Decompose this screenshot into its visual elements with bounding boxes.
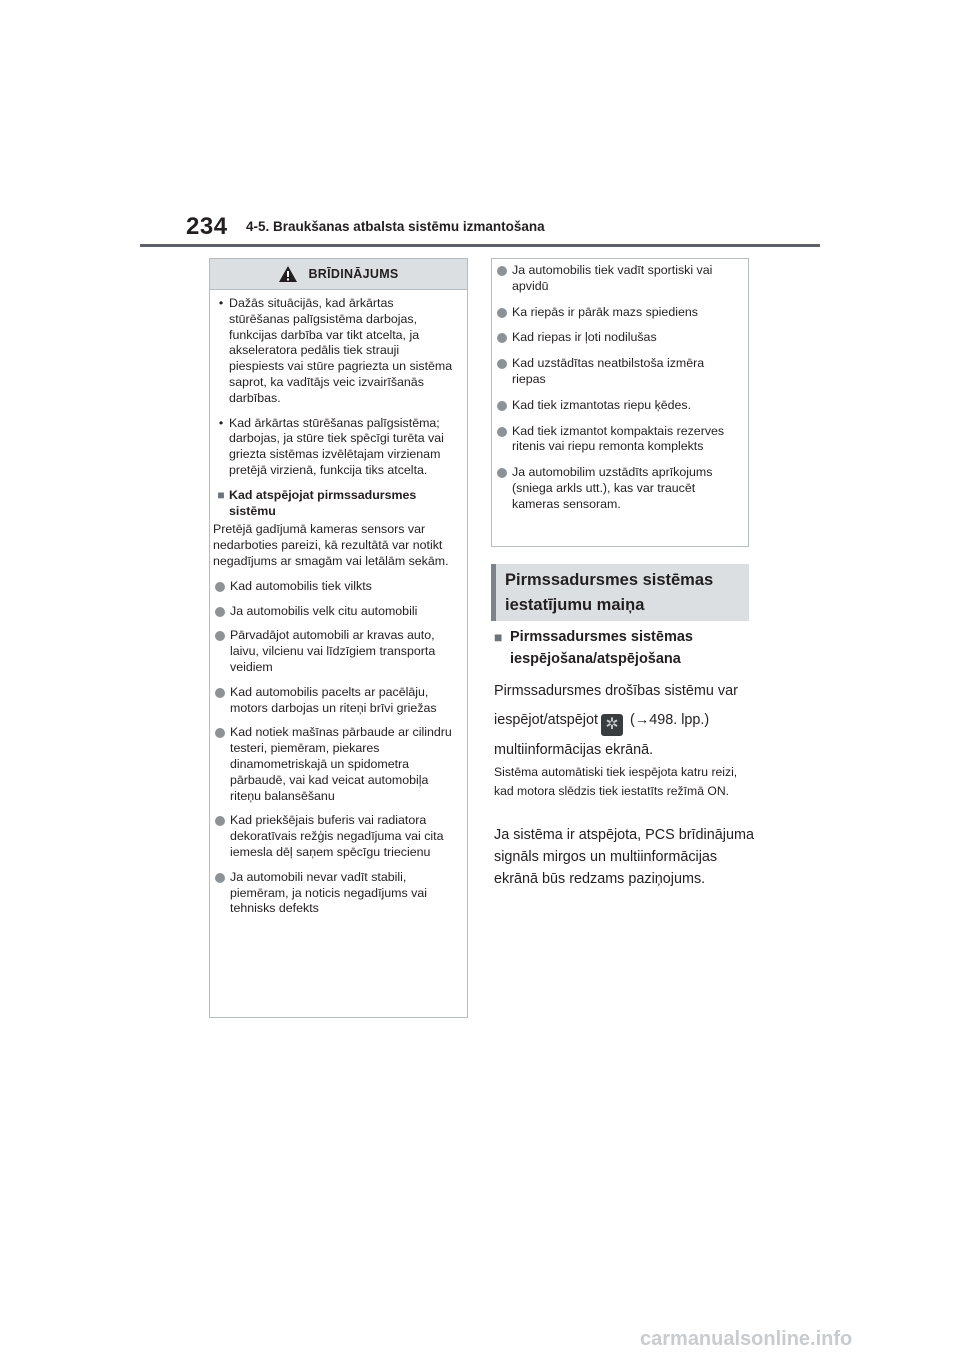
square-bullet-icon: ■ bbox=[494, 629, 503, 645]
warning-title: BRĪDINĀJUMS bbox=[308, 267, 399, 281]
list-item: Ja automobilis tiek vadīt sportiski vai apvidū bbox=[495, 263, 738, 295]
page-number: 234 bbox=[186, 213, 228, 240]
warning-dash-text: Kad ārkārtas stūrēšanas palīgsistēma; darbojas, ja stūre tiek spēcīgi turēta vai griezta sistēmas izvēlētajam virzienam pretējā virzienā, funkcija tiks atcelta. bbox=[229, 415, 444, 477]
watermark: carmanualsonline.info bbox=[640, 1328, 853, 1350]
bullet-dot-icon bbox=[497, 427, 507, 437]
section-title: 4-5. Braukšanas atbalsta sistēmu izmantošana bbox=[246, 219, 545, 234]
warning-box bbox=[209, 258, 468, 1018]
section-subheading: ■ Pirmssadursmes sistēmas iespējošana/atspējošana bbox=[494, 626, 754, 670]
warning-dash-item: • Dažās situācijās, kad ārkārtas stūrēšanas palīgsistēma darbojas, funkcijas darbība var tikt atcelta, ja akseleratora pedālis tiek strauji piespiests vai stūre pagriezta un sistēma saprot, ka vadītājs veic izvairīšanās darbības. bbox=[213, 296, 457, 407]
note-paragraph: Sistēma automātiski tiek iespējota katru reizi, kad motora slēdzis tiek iestatīts režīmā ON. bbox=[494, 765, 738, 798]
bullet-dot-icon bbox=[215, 728, 225, 738]
list-item: Pārvadājot automobili ar kravas auto, laivu, vilcienu vai līdzīgiem transporta veidiem bbox=[213, 628, 457, 675]
list-item: Ja automobili nevar vadīt stabili, piemēram, ja noticis negadījums vai tehnisks defekts bbox=[213, 870, 457, 917]
bullet-dot-icon bbox=[497, 401, 507, 411]
page-header bbox=[140, 208, 820, 248]
bullet-dot-icon bbox=[497, 333, 507, 343]
list-item: Ka riepās ir pārāk mazs spiediens bbox=[495, 305, 738, 321]
list-item: Kad priekšējais buferis vai radiatora dekoratīvais režģis negadījuma vai cita iemesla dēļ saņem spēcīgu triecienu bbox=[213, 813, 457, 860]
list-item: Kad tiek izmantot kompaktais rezerves ritenis vai riepu remonta komplekts bbox=[495, 424, 738, 456]
list-item: Kad automobilis tiek vilkts bbox=[213, 579, 457, 595]
list-item: Ja automobilim uzstādīts aprīkojums (sniega arkls utt.), kas var traucēt kameras sensoram. bbox=[495, 465, 738, 512]
bullet-dot-icon bbox=[215, 582, 225, 592]
warning-continued-box bbox=[491, 258, 749, 547]
list-item: Kad notiek mašīnas pārbaude ar cilindru testeri, piemēram, piekares dinamometriskajā un spidometra pārbaudē, vai kad veicat automobiļa riteņu balansēšanu bbox=[213, 725, 457, 804]
gear-icon: ✲ bbox=[601, 714, 623, 736]
warning-dash-item: • Kad ārkārtas stūrēšanas palīgsistēma; darbojas, ja stūre tiek spēcīgi turēta vai griezta sistēmas izvēlētajam virzienam pretējā virzienā, funkcija tiks atcelta. bbox=[213, 416, 457, 479]
bullet-dot-icon bbox=[215, 816, 225, 826]
header-rule bbox=[140, 244, 820, 247]
body-paragraph: Pirmssadursmes drošības sistēmu var iespējot/atspējot ✲ (→498. lpp.) multiinformācijas ekrānā. bbox=[494, 683, 738, 758]
body-paragraph: Ja sistēma ir atspējota, PCS brīdinājuma signāls mirgos un multiinformācijas ekrānā būs redzams paziņojums. bbox=[494, 827, 754, 887]
warning-header bbox=[210, 259, 467, 290]
warning-dash-text: Dažās situācijās, kad ārkārtas stūrēšanas palīgsistēma darbojas, funkcijas darbība var tikt atcelta, ja akseleratora pedālis tiek strauji piespiests vai stūre pagriezta un sistēma saprot, ka vadītājs veic izvairīšanās darbības. bbox=[229, 296, 453, 405]
reference-arrow: → bbox=[634, 712, 650, 728]
list-item: Kad tiek izmantotas riepu ķēdes. bbox=[495, 398, 738, 414]
bullet-dot-icon bbox=[497, 468, 507, 478]
warning-subheading: ■ Kad atspējojat pirmssadursmes sistēmu bbox=[213, 488, 457, 520]
bullet-dot-icon bbox=[215, 607, 225, 617]
list-item: Kad riepas ir ļoti nodilušas bbox=[495, 330, 738, 346]
bullet-dot-icon bbox=[497, 359, 507, 369]
warning-paragraph: Pretējā gadījumā kameras sensors var nedarboties pareizi, kā rezultātā var notikt negadījums ar smagām vai letālām sekām. bbox=[213, 522, 449, 568]
warning-triangle-icon bbox=[278, 265, 298, 283]
bullet-dot-icon bbox=[497, 308, 507, 318]
warning-body bbox=[210, 290, 467, 917]
square-bullet-icon: ■ bbox=[217, 487, 225, 502]
bullet-dot-icon bbox=[215, 688, 225, 698]
section-heading: Pirmssadursmes sistēmas iestatījumu maiņa bbox=[491, 564, 749, 621]
bullet-dot-icon bbox=[215, 873, 225, 883]
bullet-dot-icon bbox=[497, 266, 507, 276]
list-item: Kad uzstādītas neatbilstoša izmēra riepas bbox=[495, 356, 738, 388]
bullet-dot-icon bbox=[215, 631, 225, 641]
list-item: Kad automobilis pacelts ar pacēlāju, motors darbojas un riteņi brīvi griežas bbox=[213, 685, 457, 717]
list-item: Ja automobilis velk citu automobili bbox=[213, 604, 457, 620]
